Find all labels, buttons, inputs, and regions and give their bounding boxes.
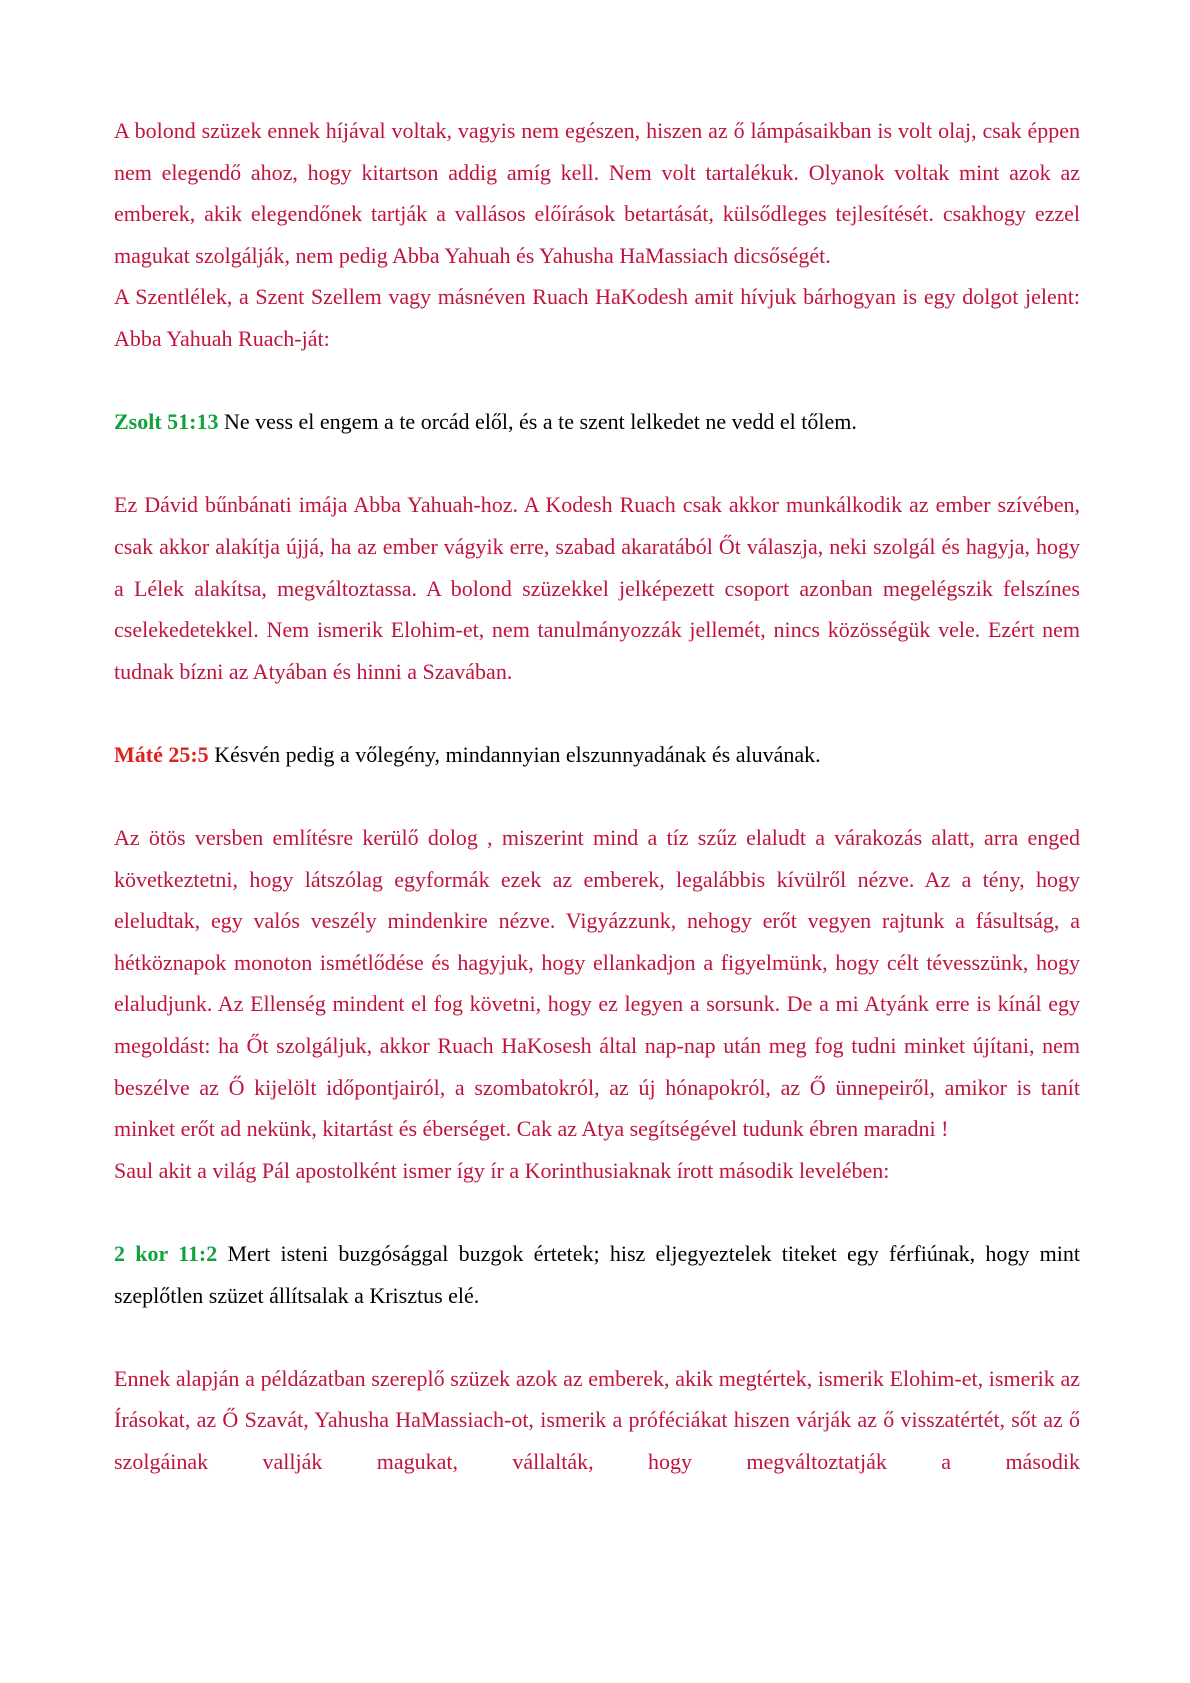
paragraph-spacer: [114, 1191, 1080, 1233]
paragraph-foolish-virgins: A bolond szüzek ennek híjával voltak, vagyis nem egészen, hiszen az ő lámpásaikban is volt olaj, csak éppen nem elegendő ahoz, hogy kitartson addig amíg kell. Nem volt tartalékuk. Olyanok voltak mint azok az emberek, akik elegendőnek tartják a vallásos előírások betartását, külsődleges tejlesítését. csakhogy ezzel magukat szolgálják, nem pedig Abba Yahuah és Yahusha HaMassiach dicsőségét.: [114, 118, 1080, 268]
verse-reference: Zsolt 51:13: [114, 409, 219, 435]
verse-matthew: [114, 734, 1080, 776]
paragraph-spacer: [114, 360, 1080, 402]
paragraph-saul: Saul akit a világ Pál apostolként ismer így ír a Korinthusiaknak írott második levelében:: [114, 1157, 890, 1183]
verse-text: Mert isteni buzgósággal buzgok értetek; hisz eljegyeztelek titeket egy férfiúnak, hogy mint szeplőtlen szüzet állítsalak a Krisztus elé.: [114, 1241, 1080, 1308]
paragraph-spacer: [114, 443, 1080, 485]
paragraph-holy-spirit: A Szentlélek, a Szent Szellem vagy másnéven Ruach HaKodesh amit hívjuk bárhogyan is egy dolgot jelent: Abba Yahuah Ruach-ját:: [114, 284, 1080, 351]
paragraph-david-prayer: Ez Dávid bűnbánati imája Abba Yahuah-hoz. A Kodesh Ruach csak akkor munkálkodik az ember szívében, csak akkor alakítja újjá, ha az ember vágyik erre, szabad akaratából Őt válaszja, neki szolgál és hagyja, hogy a Lélek alakítsa, megváltoztassa. A bolond szüzekkel jelképezett csoport azonban megelégszik felszínes cselekedetekkel. Nem ismerik Elohim-et, nem tanulmányozzák jellemét, nincs közösségük vele. Ezért nem tudnak bízni az Atyában és hinni a Szavában.: [114, 492, 1080, 684]
paragraph-spacer: [114, 1316, 1080, 1358]
verse-text: Ne vess el engem a te orcád elől, és a te szent lelkedet ne vedd el tőlem.: [218, 409, 857, 435]
verse-corinthians: [114, 1233, 1080, 1316]
verse-reference: Máté 25:5: [114, 741, 209, 767]
paragraph-virgins-meaning: Ennek alapján a példázatban szereplő szüzek azok az emberek, akik megtértek, ismerik Elohim-et, ismerik az Írásokat, az Ő Szavát, Yahusha HaMassiach-ot, ismerik a próféciákat hiszen várják az ő visszatértét, sőt az ő szolgáinak vallják magukat, vállalták, hogy megváltoztatják a második: [114, 1365, 1080, 1474]
verse-text: Késvén pedig a vőlegény, mindannyian elszunnyadának és aluvának.: [208, 741, 821, 767]
paragraph-spacer: [114, 776, 1080, 818]
paragraph-fifth-verse: Az ötös versben említésre kerülő dolog , miszerint mind a tíz szűz elaludt a várakozás alatt, arra enged következtetni, hogy látszólag egyformák ezek az emberek, legalábbis kívülről nézve. Az a tény, hogy eleludtak, egy valós veszély mindenkire nézve. Vigyázzunk, nehogy erőt vegyen rajtunk a fásultság, a hétköznapok monoton ismétlődése és hagyjuk, hogy ellankadjon a figyelmünk, hogy célt tévesszünk, hogy elaludjunk. Az Ellenség mindent el fog követni, hogy ez legyen a sorsunk. De a mi Atyánk erre is kínál egy megoldást: ha Őt szolgáljuk, akkor Ruach HaKosesh által nap-nap után meg fog tudni minket újítani, nem beszélve az Ő kijelölt időpontjairól, a szombatokról, az új hónapokról, az Ő ünnepeiről, amikor is tanít minket erőt ad nekünk, kitartást és éberséget. Cak az Atya segítségével tudunk ébren maradni !: [114, 825, 1080, 1142]
paragraph-spacer: [114, 692, 1080, 734]
document-page: [114, 110, 1080, 1483]
verse-reference: 2 kor 11:2: [114, 1241, 218, 1267]
verse-psalm: [114, 401, 1080, 443]
